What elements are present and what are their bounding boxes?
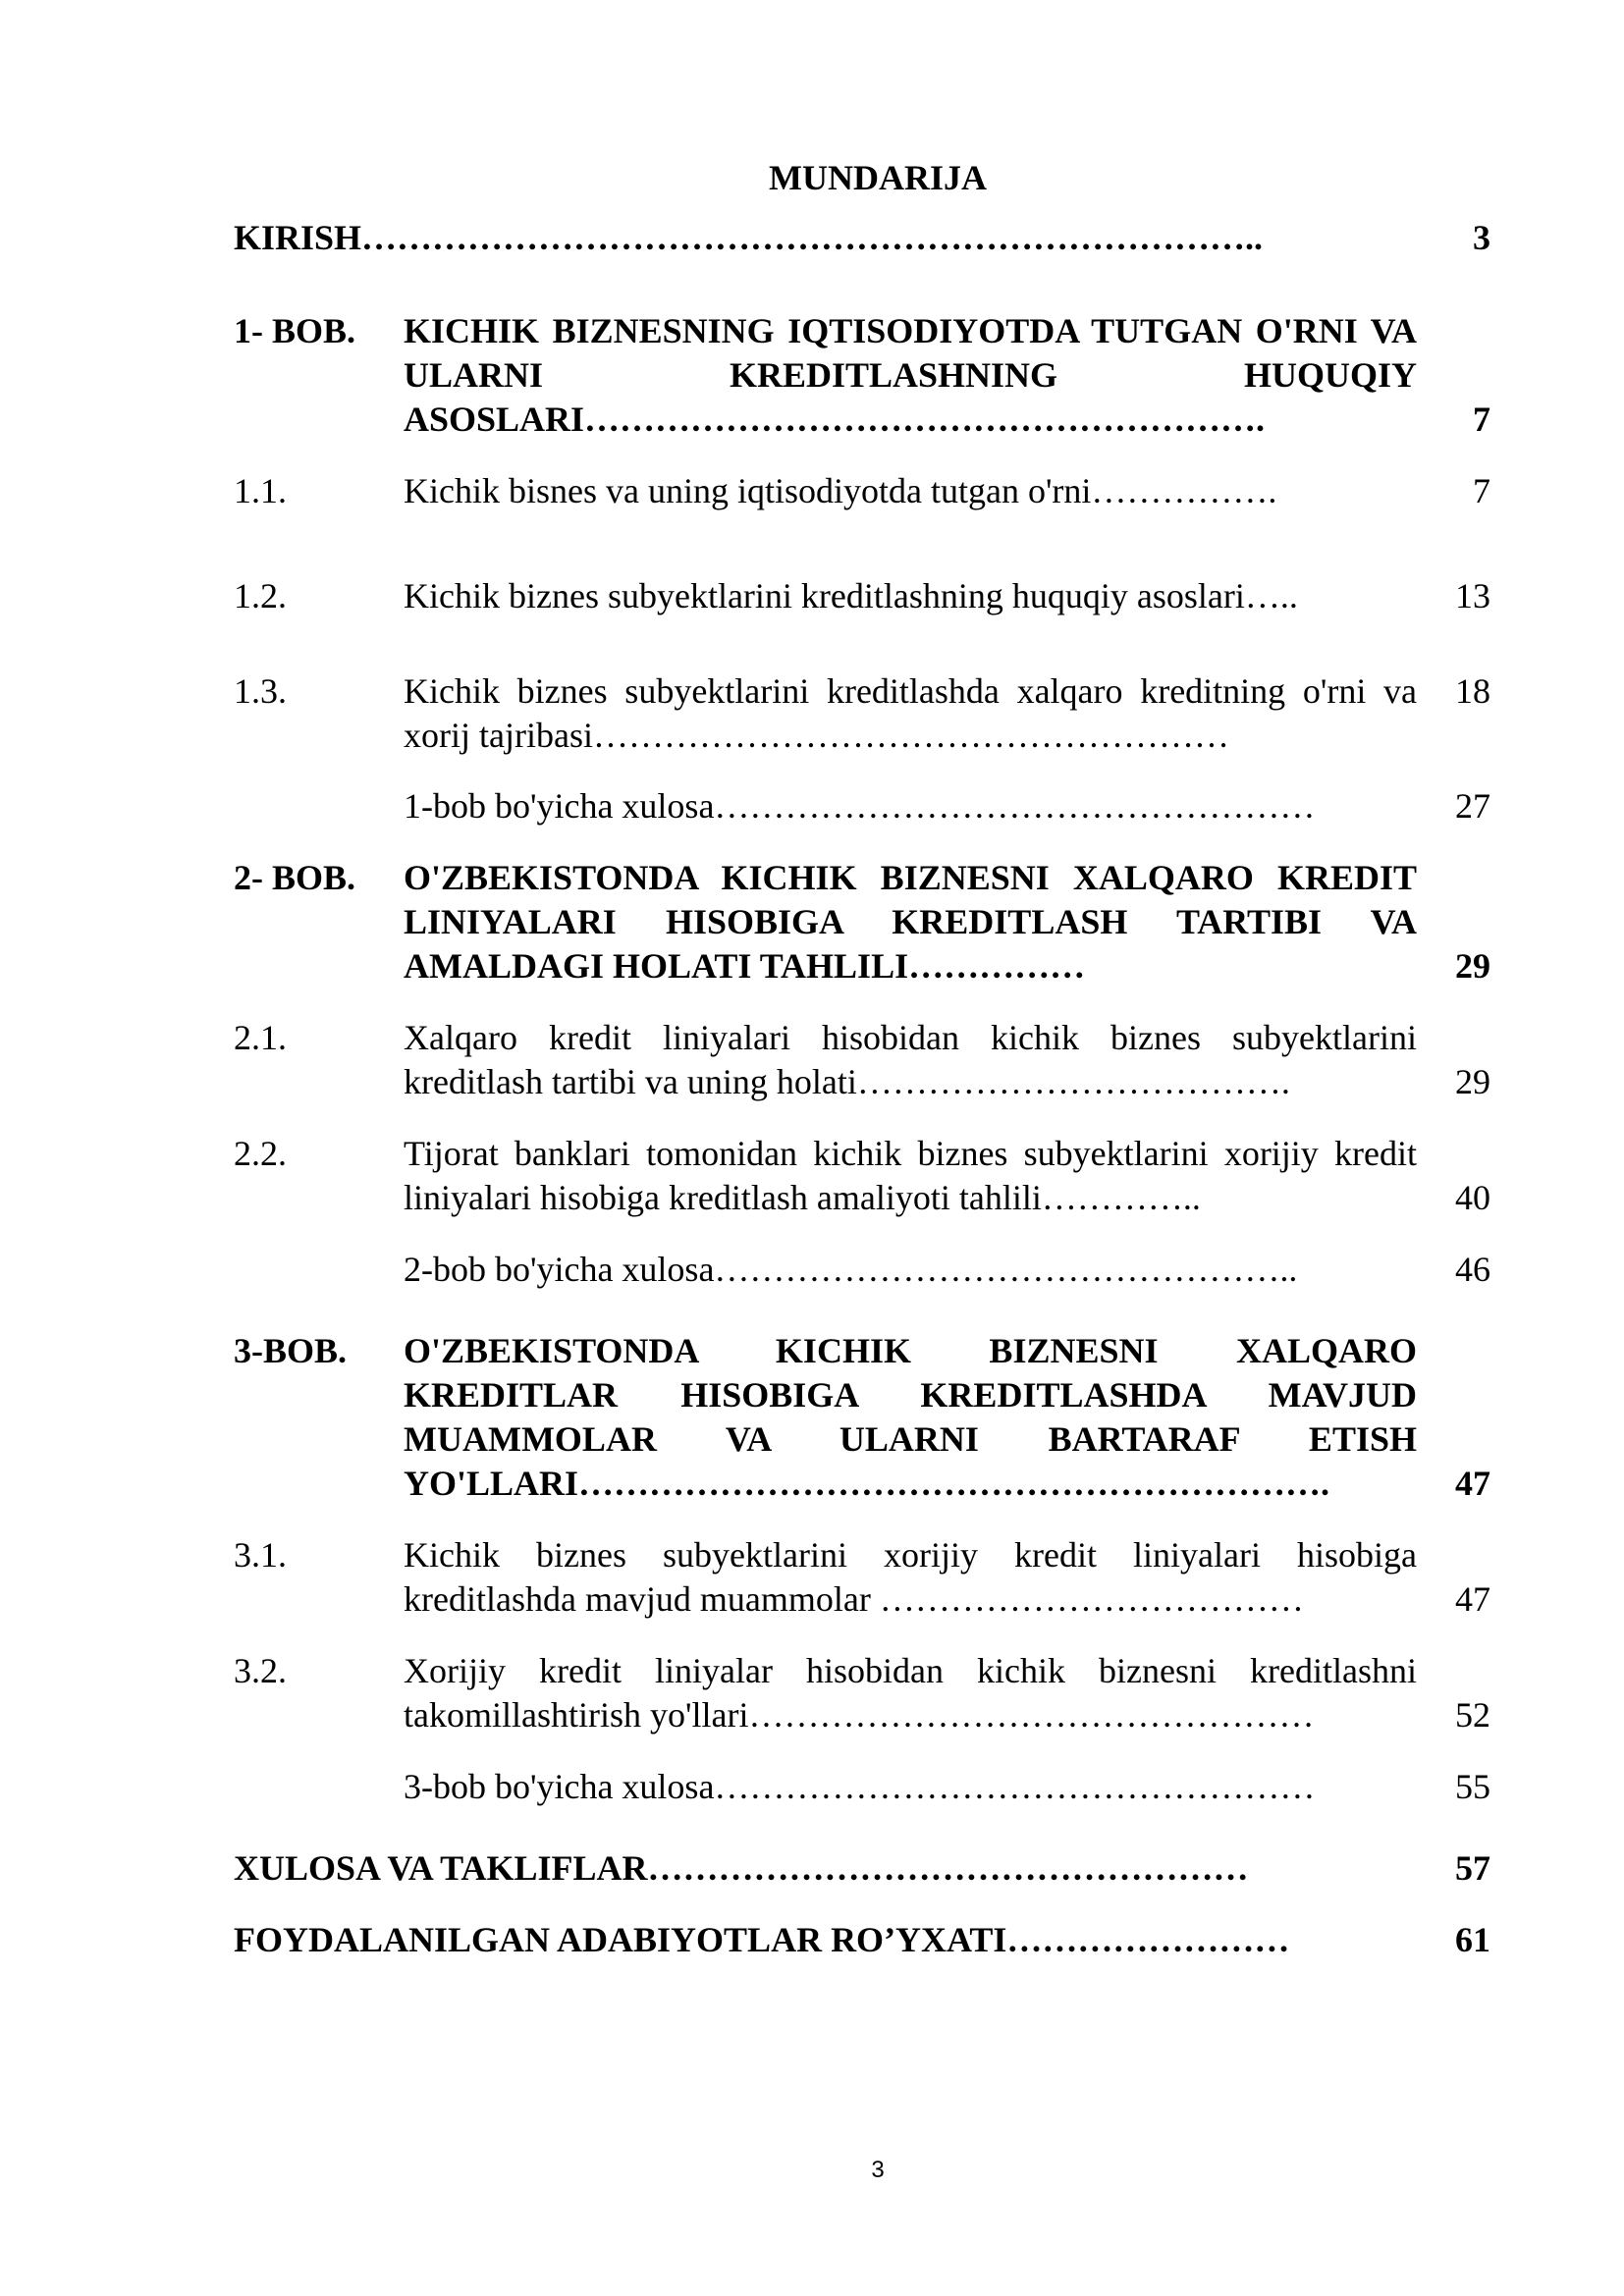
toc-entry-text: KIRISH………………………………………………………………….. bbox=[234, 218, 1264, 257]
toc-chapter-3 bbox=[234, 1329, 1490, 1506]
toc-section-3-2 bbox=[234, 1649, 1490, 1737]
toc-entry-page: 46 bbox=[1455, 1250, 1490, 1289]
toc-entry-adabiyotlar bbox=[234, 1918, 1490, 1962]
toc-section-2-2 bbox=[234, 1132, 1490, 1220]
toc-entry-page: 13 bbox=[1455, 576, 1490, 615]
toc-entry-xulosa bbox=[234, 1846, 1490, 1891]
toc-entry-page: 29 bbox=[1455, 1062, 1490, 1101]
toc-entry-text: Xalqaro kredit liniyalari hisobidan kichik biznes subyektlarini kreditlash tartibi va uning holati………………………………. bbox=[404, 1018, 1417, 1101]
toc-chapter-2 bbox=[234, 856, 1490, 988]
toc-section-1-2 bbox=[234, 574, 1490, 618]
toc-entry-number: 2.1. bbox=[234, 1018, 287, 1057]
toc-entry-page: 3 bbox=[1473, 218, 1490, 257]
toc-entry-text: 1-bob bo'yicha xulosa…………………………………………… bbox=[404, 786, 1316, 826]
toc-entry-page: 47 bbox=[1455, 1579, 1490, 1619]
toc-entry-number: 1.1. bbox=[234, 471, 287, 510]
toc-entry-text: O'ZBEKISTONDA KICHIK BIZNESNI XALQARO KREDIT LINIYALARI HISOBIGA KREDITLASH TARTIBI VA AMALDAGI HOLATI TAHLILI…………… bbox=[404, 858, 1417, 986]
toc-entry-page: 18 bbox=[1455, 671, 1490, 711]
toc-entry-number: 3-BOB. bbox=[234, 1331, 348, 1370]
toc-entry-page: 29 bbox=[1455, 946, 1490, 986]
toc-entry-page: 40 bbox=[1455, 1178, 1490, 1217]
toc-entry-number: 1.3. bbox=[234, 671, 287, 711]
page-title: MUNDARIJA bbox=[769, 158, 987, 197]
page-number: 3 bbox=[871, 2157, 885, 2183]
toc-entry-page: 57 bbox=[1455, 1848, 1490, 1888]
toc-entry-page: 61 bbox=[1455, 1920, 1490, 1959]
toc-entry-text: Kichik biznes subyektlarini kreditlashda xalqaro kreditning o'rni va xorij tajribasi……………………………………………… bbox=[404, 671, 1417, 755]
toc-entry-number: 1.2. bbox=[234, 576, 287, 615]
toc-entry-text: Xorijiy kredit liniyalar hisobidan kichik biznesni kreditlashni takomillashtirish yo'llari………………………………………… bbox=[404, 1651, 1417, 1735]
toc-entry-text: 2-bob bo'yicha xulosa………………………………………….. bbox=[404, 1250, 1298, 1289]
toc-section-1-1 bbox=[234, 469, 1490, 513]
toc-entry-number: 3.1. bbox=[234, 1535, 287, 1575]
toc-entry-text: XULOSA VA TAKLIFLAR…………………………………………… bbox=[234, 1848, 1249, 1888]
toc-entry-number: 2- BOB. bbox=[234, 858, 356, 897]
toc-entry-text: O'ZBEKISTONDA KICHIK BIZNESNI XALQARO KREDITLAR HISOBIGA KREDITLASHDA MAVJUD MUAMMOLAR VA ULARNI BARTARAF ETISH YO'LLARI………………………………………………………. bbox=[404, 1331, 1417, 1503]
toc-entry-number: 1- BOB. bbox=[234, 311, 356, 350]
toc-entry-page: 52 bbox=[1455, 1695, 1490, 1735]
toc-entry-page: 7 bbox=[1473, 400, 1490, 439]
toc-summary-2 bbox=[234, 1248, 1490, 1292]
toc-section-1-3 bbox=[234, 669, 1490, 758]
toc-entry-text: KICHIK BIZNESNING IQTISODIYOTDA TUTGAN O'RNI VA ULARNI KREDITLASHNING HUQUQIY ASOSLARI…………………………………………………. bbox=[404, 311, 1417, 439]
toc-entry-text: Kichik bisnes va uning iqtisodiyotda tutgan o'rni……………. bbox=[404, 471, 1277, 510]
toc-entry-text: 3-bob bo'yicha xulosa…………………………………………… bbox=[404, 1767, 1316, 1806]
toc-section-2-1 bbox=[234, 1016, 1490, 1104]
toc-entry-number: 3.2. bbox=[234, 1651, 287, 1690]
toc-summary-1 bbox=[234, 784, 1490, 828]
table-of-contents bbox=[234, 216, 1490, 1962]
toc-entry-page: 47 bbox=[1455, 1464, 1490, 1503]
toc-entry-kirish bbox=[234, 216, 1490, 260]
toc-entry-text: Kichik biznes subyektlarini xorijiy kredit liniyalari hisobiga kreditlashda mavjud muammolar ……………………………… bbox=[404, 1535, 1417, 1619]
toc-summary-3 bbox=[234, 1765, 1490, 1809]
toc-chapter-1 bbox=[234, 309, 1490, 442]
toc-entry-text: Tijorat banklari tomonidan kichik biznes subyektlarini xorijiy kredit liniyalari hisobiga kreditlash amaliyoti tahlili………….. bbox=[404, 1134, 1417, 1217]
toc-section-3-1 bbox=[234, 1533, 1490, 1622]
toc-entry-page: 27 bbox=[1455, 786, 1490, 826]
toc-entry-page: 55 bbox=[1455, 1767, 1490, 1806]
toc-entry-number: 2.2. bbox=[234, 1134, 287, 1173]
toc-entry-text: FOYDALANILGAN ADABIYOTLAR RO’YXATI…………………… bbox=[234, 1920, 1290, 1959]
toc-entry-text: Kichik biznes subyektlarini kreditlashning huquqiy asoslari….. bbox=[404, 576, 1298, 615]
toc-entry-page: 7 bbox=[1473, 471, 1490, 510]
